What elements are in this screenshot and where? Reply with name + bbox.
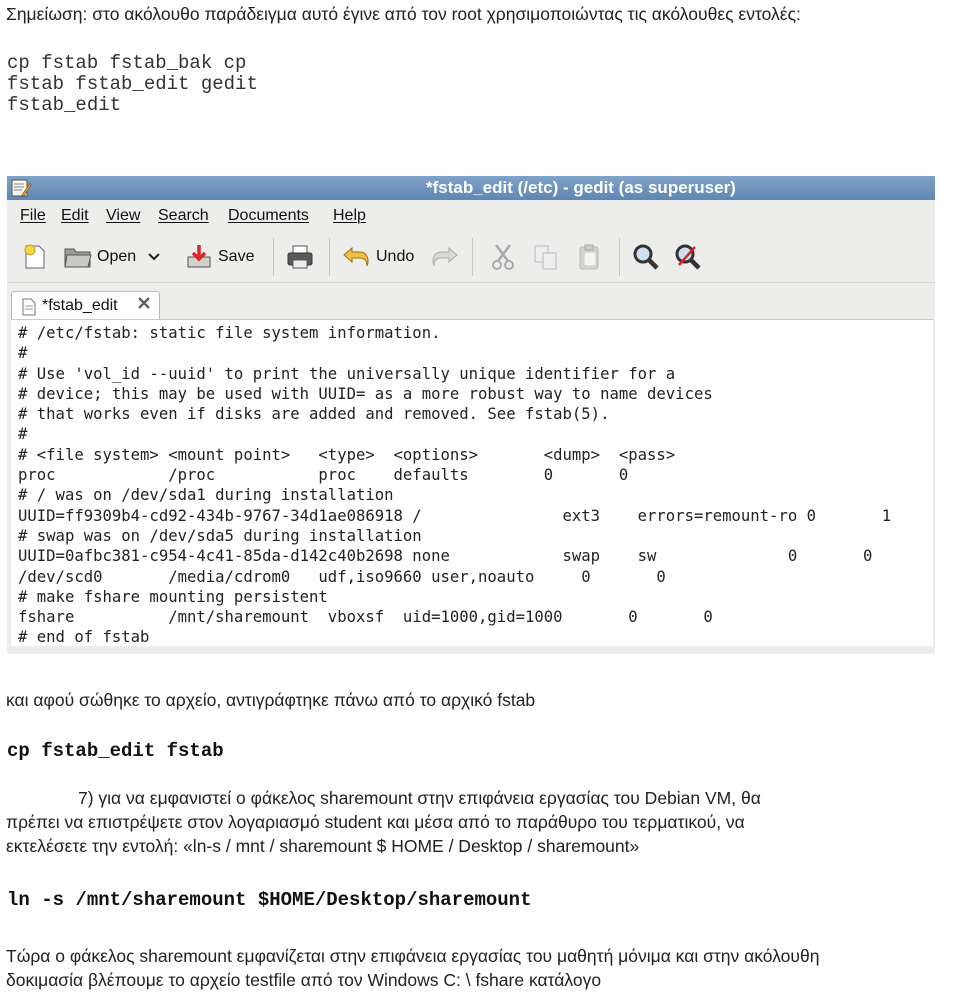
text-editor[interactable]	[11, 319, 933, 646]
folder-open-icon	[63, 244, 93, 270]
menu-help[interactable]: Help	[333, 207, 366, 224]
after-save-text: και αφού σώθηκε το αρχείο, αντιγράφτηκε πάνω από το αρχικό fstab	[6, 690, 536, 710]
file-line: /dev/scd0 /media/cdrom0 udf,iso9660 user,noauto 0 0	[18, 567, 666, 586]
intro-command-2: fstab fstab_edit gedit	[7, 73, 258, 95]
file-line: # /etc/fstab: static file system information.	[18, 324, 441, 342]
toolbar	[7, 232, 935, 283]
menu-bar	[7, 200, 935, 232]
gedit-app-icon	[10, 179, 32, 197]
file-line: fshare /mnt/sharemount vboxsf uid=1000,gid=1000 0 0	[18, 608, 713, 627]
title-bar	[7, 176, 935, 200]
tab-fstab-edit[interactable]	[11, 291, 160, 322]
clipboard-icon	[577, 243, 603, 271]
new-document-icon	[21, 243, 49, 271]
search-icon	[632, 243, 660, 271]
intro-command-1: cp fstab fstab_bak cp	[7, 52, 247, 74]
menu-edit[interactable]: Edit	[61, 207, 89, 224]
search-replace-icon	[674, 243, 702, 271]
file-line: #	[18, 425, 28, 444]
new-button[interactable]	[21, 242, 49, 272]
undo-icon	[342, 245, 372, 269]
menu-documents[interactable]: Documents	[228, 207, 309, 224]
cut-button[interactable]	[490, 242, 516, 272]
menu-search[interactable]: Search	[158, 207, 209, 224]
file-line: UUID=0afbc381-c954-4c41-85da-d142c40b2698 none swap sw 0 0	[18, 547, 873, 566]
file-line: #	[18, 344, 28, 363]
toolbar-separator	[472, 238, 473, 276]
file-content	[18, 323, 891, 648]
tab-row	[7, 283, 935, 321]
close-icon[interactable]	[137, 296, 151, 310]
toolbar-separator	[273, 238, 274, 276]
closing-line-2: δοκιμασία βλέπουμε το αρχείο testfile από τον Windows C: \ fshare κατάλογο	[6, 970, 602, 990]
step7-line-1: 7) για να εμφανιστεί ο φάκελος sharemount στην επιφάνεια εργασίας του Debian VM, θα	[78, 788, 761, 808]
copy-button[interactable]	[533, 242, 559, 272]
printer-icon	[286, 244, 314, 270]
toolbar-separator	[619, 238, 620, 276]
intro-command-3: fstab_edit	[7, 94, 122, 116]
file-line: # / was on /dev/sda1 during installation	[18, 486, 394, 505]
redo-button[interactable]	[431, 242, 459, 272]
file-line: # make fshare mounting persistent	[18, 587, 328, 606]
file-line: # that works even if disks are added and removed. See fstab(5).	[18, 405, 610, 424]
save-button[interactable]	[184, 242, 254, 272]
tab-label: *fstab_edit	[42, 297, 118, 314]
step7-line-3: εκτελέσετε την εντολή: «ln-s / mnt / sharemount $ HOME / Desktop / sharemount»	[6, 836, 640, 856]
file-line: # Use 'vol_id --uuid' to print the universally unique identifier for a	[18, 364, 676, 383]
cp-command: cp fstab_edit fstab	[7, 740, 224, 762]
save-label: Save	[218, 248, 255, 265]
open-label: Open	[97, 248, 137, 265]
file-line: proc /proc proc defaults 0 0	[18, 466, 629, 485]
window-title: *fstab_edit (/etc) - gedit (as superuser)	[426, 178, 736, 197]
find-replace-button[interactable]	[674, 242, 702, 272]
paste-button[interactable]	[577, 242, 603, 272]
copy-icon	[533, 243, 559, 271]
file-line: # end of fstab	[18, 628, 150, 647]
chevron-down-icon[interactable]	[148, 252, 160, 262]
gedit-window	[7, 176, 935, 654]
file-line: UUID=ff9309b4-cd92-434b-9767-34d1ae086918 / ext3 errors=remount-ro 0 1	[18, 506, 892, 525]
step7-line-2: πρέπει να επιστρέψετε στον λογαριασμό student και μέσα από το παράθυρο του τερματικού, να	[6, 812, 745, 832]
ln-command: ln -s /mnt/sharemount $HOME/Desktop/sharemount	[7, 889, 532, 911]
find-button[interactable]	[632, 242, 660, 272]
intro-note: Σημείωση: στο ακόλουθο παράδειγμα αυτό έγινε από τον root χρησιμοποιώντας τις ακόλουθες εντολές:	[6, 4, 801, 24]
print-button[interactable]	[286, 242, 314, 272]
closing-line-1: Τώρα ο φάκελος sharemount εμφανίζεται στην επιφάνεια εργασίας του μαθητή μόνιμα και στην ακόλουθη	[6, 946, 820, 966]
menu-file[interactable]: File	[20, 207, 46, 224]
scissors-icon	[490, 243, 516, 271]
redo-icon	[431, 245, 459, 269]
open-button[interactable]	[63, 242, 160, 272]
undo-button[interactable]	[342, 242, 414, 272]
save-icon	[184, 243, 214, 271]
file-line: # swap was on /dev/sda5 during installation	[18, 526, 422, 545]
toolbar-separator	[329, 238, 330, 276]
document-icon	[21, 298, 37, 316]
file-line: # <file system> <mount point> <type> <options> <dump> <pass>	[18, 445, 676, 464]
undo-label: Undo	[376, 248, 415, 265]
file-line: # device; this may be used with UUID= as a more robust way to name devices	[18, 384, 713, 403]
menu-view[interactable]: View	[106, 207, 141, 224]
